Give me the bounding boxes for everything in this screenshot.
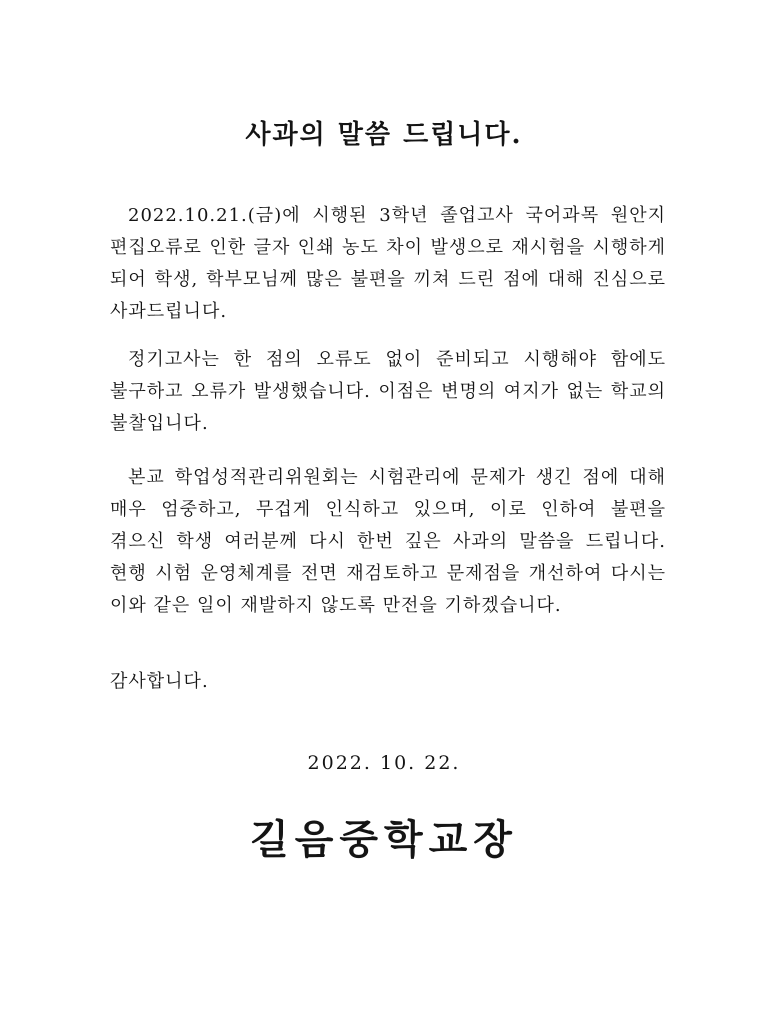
paragraph-incident: 2022.10.21.(금)에 시행된 3학년 졸업고사 국어과목 원안지 편집오류로 인한 글자 인쇄 농도 차이 발생으로 재시험을 시행하게 되어 학생, 학부모님께 많은 불편을 끼쳐 드린 점에 대해 진심으로 사과드립니다. [110, 205, 666, 322]
signature: 길음중학교장 [250, 816, 518, 863]
letter-date: 2022. 10. 22. [307, 752, 461, 774]
closing-text: 감사합니다. [110, 671, 209, 692]
paragraph-remedy: 본교 학업성적관리위원회는 시험관리에 문제가 생긴 점에 대해 매우 엄중하고, 무겁게 인식하고 있으며, 이로 인하여 불편을 겪으신 학생 여러분께 다시 한번 깊은 사과의 말씀을 드립니다. 현행 시험 운영체계를 전면 재검토하고 문제점을 개선하여 다시는 이와 같은 일이 재발하지 않도록 만전을 기하겠습니다. [110, 467, 666, 616]
paragraph-responsibility: 정기고사는 한 점의 오류도 없이 준비되고 시행해야 함에도 불구하고 오류가 발생했습니다. 이점은 변명의 여지가 없는 학교의 불찰입니다. [110, 349, 666, 434]
letter-title: 사과의 말씀 드립니다. [245, 120, 523, 150]
